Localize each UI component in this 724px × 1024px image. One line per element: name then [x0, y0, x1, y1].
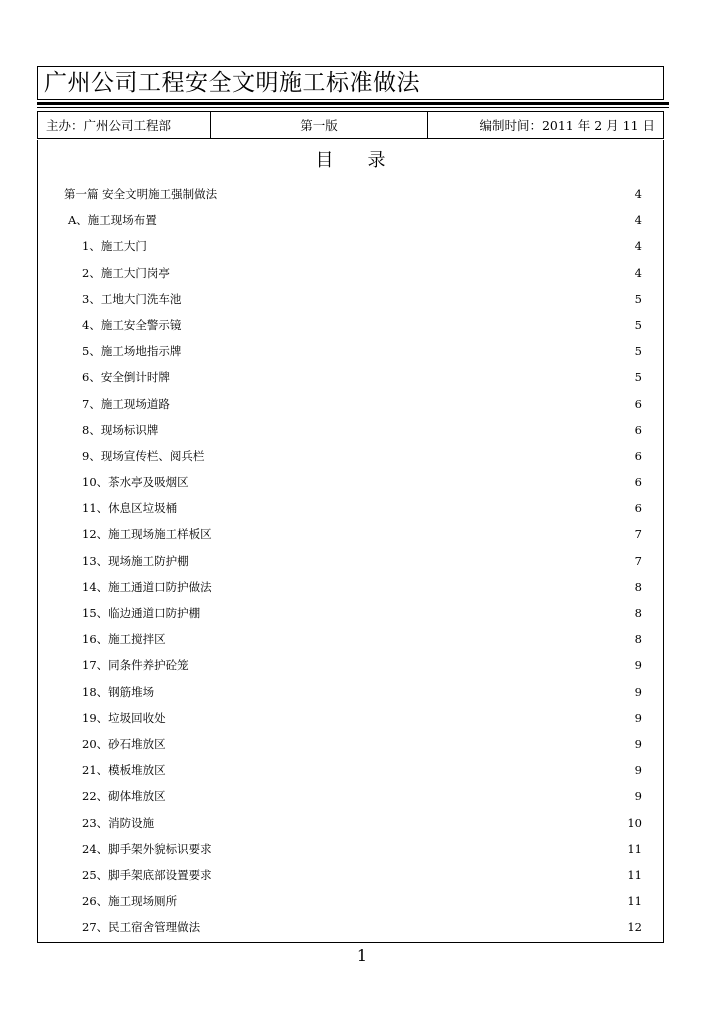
toc-entry[interactable] — [38, 548, 663, 574]
table-of-contents — [37, 140, 664, 943]
toc-entry-page: 9 — [634, 658, 642, 673]
toc-entry-page: 8 — [634, 579, 642, 594]
toc-entry-label: 12、施工现场施工样板区 — [82, 527, 212, 542]
toc-entry-label: 8、现场标识牌 — [82, 422, 159, 437]
toc-entry-page: 4 — [634, 265, 642, 280]
toc-entry-page: 11 — [627, 841, 642, 856]
toc-entry[interactable] — [38, 521, 663, 547]
toc-entry-page: 6 — [634, 448, 642, 463]
toc-entry[interactable] — [38, 443, 663, 469]
toc-entry-label: 26、施工现场厕所 — [82, 894, 178, 909]
toc-entry-label: 2、施工大门岗亭 — [82, 265, 170, 280]
toc-entry-label: 10、茶水亭及吸烟区 — [82, 475, 189, 490]
toc-entry-page: 6 — [634, 396, 642, 411]
toc-entry-label: 23、消防设施 — [82, 815, 155, 830]
toc-entry-label: 21、模板堆放区 — [82, 763, 166, 778]
toc-entry-label: 11、休息区垃圾桶 — [82, 501, 178, 516]
toc-entry[interactable] — [38, 312, 663, 338]
toc-entry[interactable] — [38, 810, 663, 836]
toc-entry-page: 8 — [634, 606, 642, 620]
toc-entry[interactable] — [38, 888, 663, 914]
toc-entry-label: 18、钢筋堆场 — [82, 684, 155, 699]
toc-entry-label: 4、施工安全警示镜 — [82, 317, 182, 332]
page-number: 1 — [356, 946, 368, 965]
toc-entry[interactable] — [38, 417, 663, 443]
toc-entry-page: 9 — [634, 684, 642, 699]
toc-entry[interactable] — [38, 181, 663, 207]
document-title-box — [37, 66, 664, 100]
toc-entry-label: 1、施工大门 — [82, 239, 147, 254]
toc-entry-label: A、施工现场布置 — [68, 213, 157, 228]
toc-entry[interactable] — [38, 364, 663, 390]
toc-entry-page: 4 — [634, 213, 642, 228]
toc-entry[interactable] — [38, 207, 663, 233]
toc-entry[interactable] — [38, 652, 663, 678]
toc-entry-page: 5 — [634, 370, 642, 385]
toc-entry-page: 6 — [634, 422, 642, 437]
document-info-row — [37, 111, 664, 139]
toc-entry-page: 4 — [634, 187, 642, 201]
toc-entry-page: 5 — [634, 317, 642, 332]
toc-entry[interactable] — [38, 914, 663, 940]
toc-entry[interactable] — [38, 574, 663, 600]
toc-entry[interactable] — [38, 469, 663, 495]
toc-entry-page: 5 — [634, 291, 642, 306]
toc-entry-label: 24、脚手架外貌标识要求 — [82, 841, 212, 856]
toc-entry-page: 12 — [627, 920, 642, 935]
toc-entry[interactable] — [38, 495, 663, 521]
title-rule-thick — [37, 102, 669, 105]
toc-entry-label: 20、砂石堆放区 — [82, 736, 166, 751]
toc-entry-label: 17、同条件养护砼笼 — [82, 658, 189, 673]
toc-entry-label: 25、脚手架底部设置要求 — [82, 867, 212, 882]
toc-entry-page: 9 — [634, 763, 642, 778]
toc-entry[interactable] — [38, 705, 663, 731]
toc-entry-page: 11 — [627, 894, 642, 909]
toc-heading: 目录 — [315, 150, 420, 171]
toc-entry[interactable] — [38, 286, 663, 312]
toc-entry[interactable] — [38, 679, 663, 705]
toc-entry-label: 9、现场宣传栏、阅兵栏 — [82, 448, 205, 463]
toc-entry-label: 5、施工场地指示牌 — [82, 344, 182, 359]
toc-entry-page: 6 — [634, 475, 642, 490]
toc-entry-page: 7 — [634, 527, 642, 542]
toc-entry[interactable] — [38, 338, 663, 364]
toc-entry-label: 15、临边通道口防护棚 — [82, 606, 201, 620]
toc-entry-page: 5 — [634, 344, 642, 359]
toc-entry-label: 3、工地大门洗车池 — [82, 291, 182, 306]
title-rule-thin — [37, 107, 669, 108]
toc-entry-label: 13、现场施工防护棚 — [82, 553, 189, 568]
toc-entry[interactable] — [38, 600, 663, 626]
toc-list — [38, 181, 663, 940]
edition-cell: 第一版 — [211, 112, 428, 138]
toc-entry-label: 7、施工现场道路 — [82, 396, 170, 411]
toc-entry-label: 第一篇 安全文明施工强制做法 — [64, 187, 218, 201]
toc-entry-page: 9 — [634, 736, 642, 751]
toc-entry[interactable] — [38, 391, 663, 417]
toc-entry-page: 8 — [634, 632, 642, 647]
toc-entry-page: 9 — [634, 710, 642, 725]
toc-entry-page: 4 — [634, 239, 642, 254]
toc-entry[interactable] — [38, 836, 663, 862]
toc-entry-page: 7 — [634, 553, 642, 568]
toc-entry-page: 6 — [634, 501, 642, 516]
sponsor-cell: 主办：广州公司工程部 — [38, 112, 211, 138]
toc-entry[interactable] — [38, 233, 663, 259]
toc-entry[interactable] — [38, 862, 663, 888]
toc-entry-page: 10 — [627, 815, 642, 830]
toc-entry-label: 22、砌体堆放区 — [82, 789, 166, 804]
toc-entry-page: 11 — [627, 867, 642, 882]
toc-entry[interactable] — [38, 626, 663, 652]
toc-entry-label: 27、民工宿舍管理做法 — [82, 920, 201, 935]
document-title: 广州公司工程安全文明施工标准做法 — [44, 70, 420, 96]
compiled-date-cell: 编制时间：2011 年 2 月 11 日 — [479, 118, 655, 133]
toc-entry-label: 19、垃圾回收处 — [82, 710, 166, 725]
toc-entry-label: 14、施工通道口防护做法 — [82, 579, 212, 594]
toc-entry[interactable] — [38, 260, 663, 286]
toc-entry[interactable] — [38, 783, 663, 809]
toc-entry[interactable] — [38, 757, 663, 783]
toc-entry-label: 16、施工搅拌区 — [82, 632, 166, 647]
toc-entry-page: 9 — [634, 789, 642, 804]
toc-entry-label: 6、安全倒计时牌 — [82, 370, 170, 385]
toc-entry[interactable] — [38, 731, 663, 757]
